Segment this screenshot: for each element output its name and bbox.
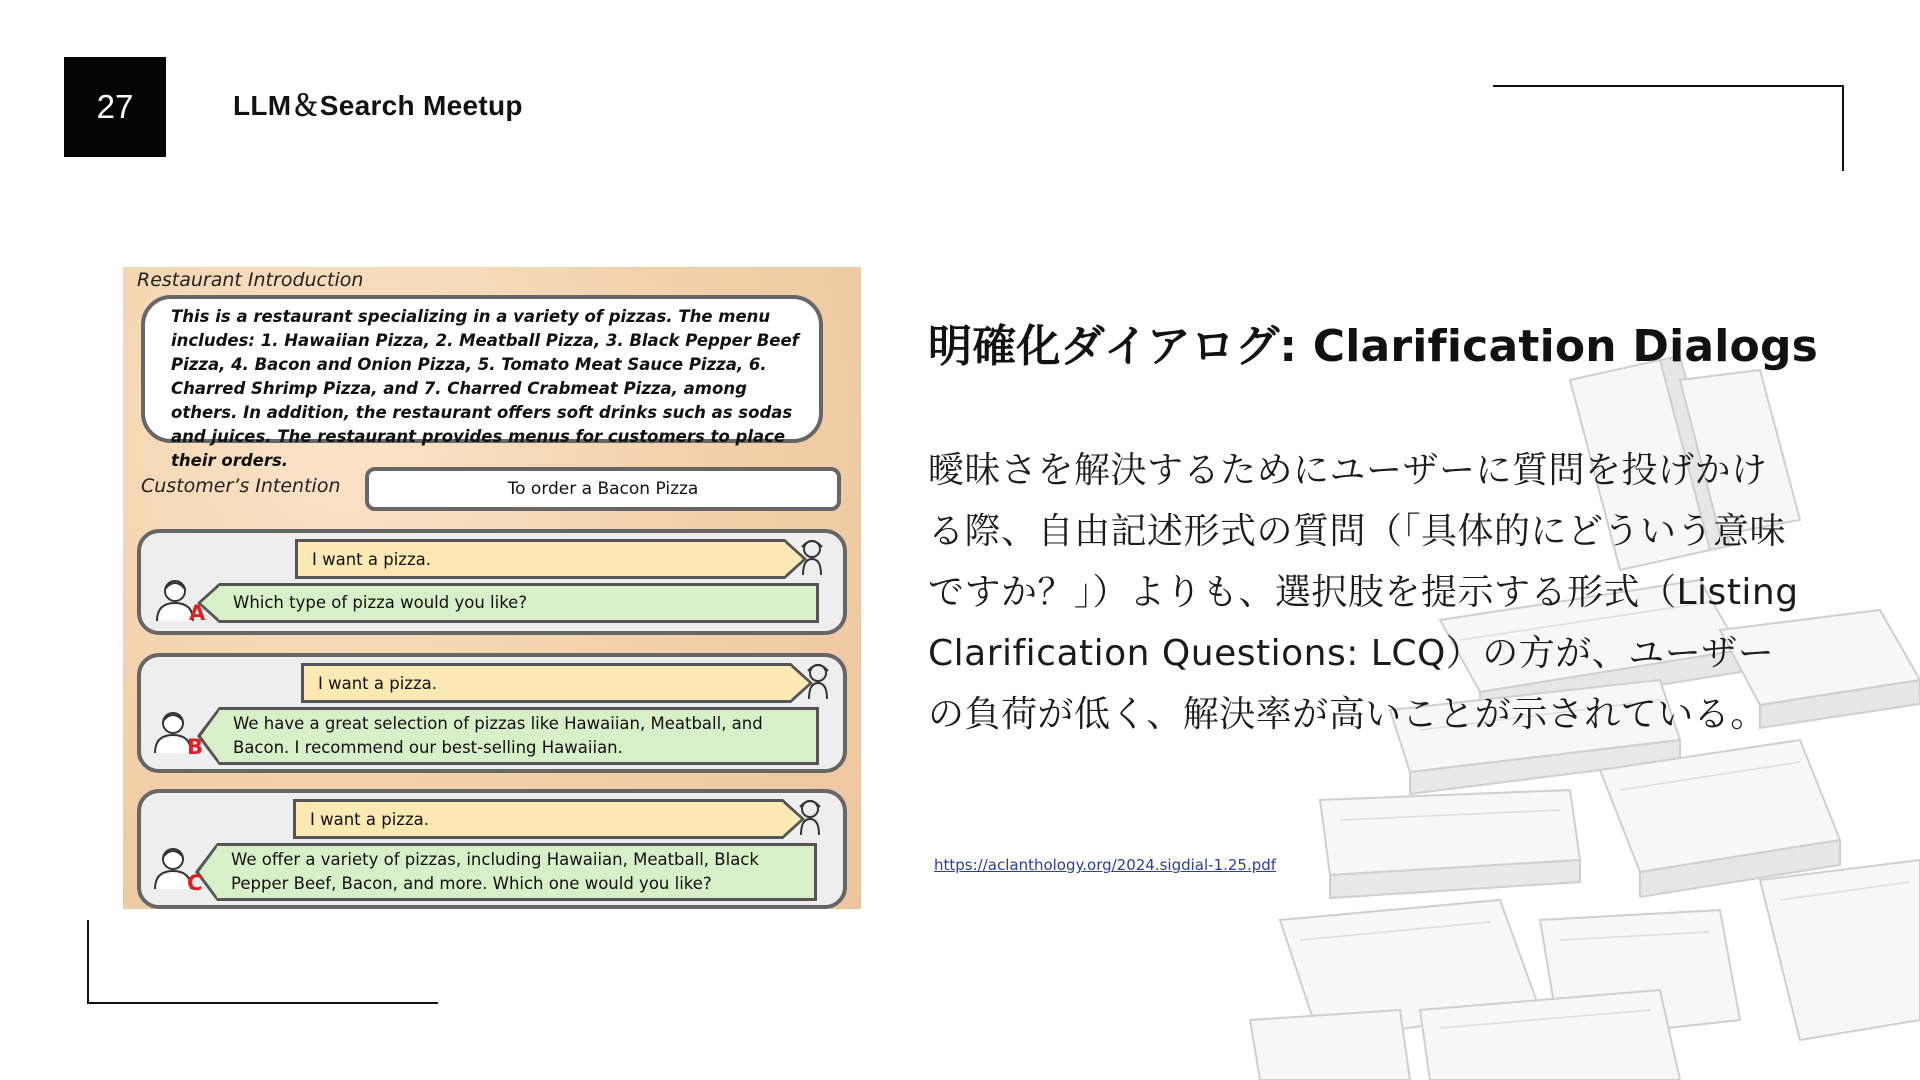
page-number-badge <box>64 57 166 157</box>
system-bubble <box>219 583 819 623</box>
agent-letter: B <box>187 735 204 759</box>
user-bubble <box>301 663 791 703</box>
dialog-card-a <box>137 529 847 635</box>
intro-text: This is a restaurant specializing in a variety of pizzas. The menu includes: 1. Hawaiian Pizza, 2. Meatball Pizza, 3. Black Pepper Beef Pizza, 4. Bacon and Onion Pizza, 5. Tomato Meat Sauce Pizza, 6. Charred Shrimp Pizza, and 7. Charred Crabmeat Pizza, among others. In addition, the restaurant offers soft drinks such as sodas and juices. The restaurant provides menus for customers to place their orders. <box>171 307 799 470</box>
system-utterance: We offer a variety of pizzas, including Hawaiian, Meatball, Black Pepper Beef, Bacon, and more. Which one would you like? <box>231 850 759 893</box>
intention-text: To order a Bacon Pizza <box>507 479 699 499</box>
agent-letter: A <box>189 601 206 625</box>
slide-heading: 明確化ダイアログ: Clarification Dialogs <box>928 321 1819 372</box>
frame-line-bottom-left-vertical <box>87 920 89 1004</box>
intention-label: Customer’s Intention <box>141 475 341 497</box>
dialog-card-b <box>137 653 847 773</box>
system-utterance: Which type of pizza would you like? <box>233 593 528 612</box>
intro-label: Restaurant Introduction <box>137 269 364 291</box>
intro-text-box <box>141 295 823 470</box>
frame-line-bottom-left <box>87 1002 438 1004</box>
slide-body-text: 曖昧さを解決するためにユーザーに質問を投げかける際、自由記述形式の質問（「具体的にどういう意味ですか？」）よりも、選択肢を提示する形式（Listing Clarification Questions: LCQ）の方が、ユーザーの負荷が低く、解決率が高いことが示されている。 <box>928 450 1799 735</box>
frame-line-top-right-vertical <box>1842 85 1844 171</box>
frame-line-top-right <box>1493 85 1844 87</box>
user-utterance: I want a pizza. <box>310 809 429 829</box>
intention-box <box>365 467 841 511</box>
reference-link[interactable]: https://aclanthology.org/2024.sigdial-1.25.pdf <box>934 856 1277 874</box>
system-bubble <box>217 843 817 901</box>
page-number: 27 <box>96 88 134 125</box>
event-title: LLM＆Search Meetup <box>233 90 523 121</box>
dialog-card-c <box>137 789 847 909</box>
agent-letter: C <box>187 871 203 895</box>
system-utterance: We have a great selection of pizzas like Hawaiian, Meatball, and Bacon. I recommend our best-selling Hawaiian. <box>233 714 763 757</box>
user-bubble <box>293 799 783 839</box>
user-utterance: I want a pizza. <box>312 549 431 569</box>
system-bubble <box>219 707 819 765</box>
paper-figure <box>123 267 861 909</box>
user-utterance: I want a pizza. <box>318 673 437 693</box>
user-bubble <box>295 539 785 579</box>
